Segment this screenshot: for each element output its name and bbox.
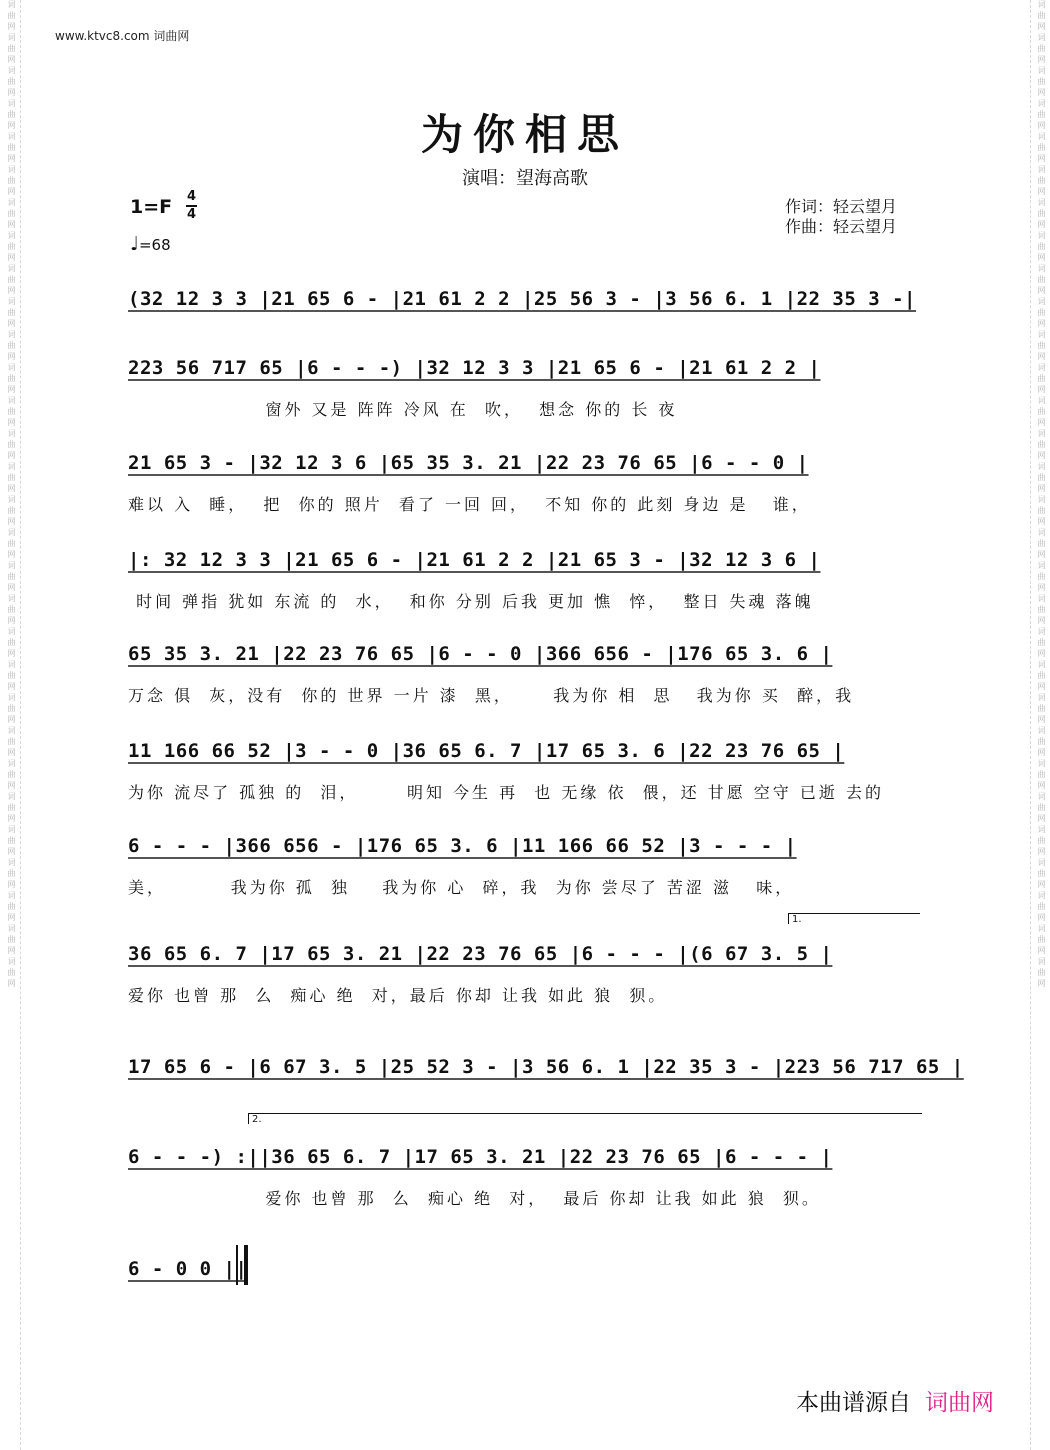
credits bbox=[785, 197, 897, 237]
left-watermark: 词曲网词曲网词曲网词曲网词曲网词曲网词曲网词曲网词曲网词曲网词曲网词曲网词曲网词曲网词曲网词曲网词曲网词曲网词曲网词曲网词曲网词曲网词曲网词曲网词曲网词曲网词曲网词曲网词曲网词曲网 bbox=[7, 0, 16, 990]
tempo-marking bbox=[130, 233, 171, 255]
lyrics-line: 爱你 也曾 那 么 痴心 绝 对， 最后 你却 让我 如此 狼 狈。 bbox=[128, 1189, 821, 1208]
notation-line: 21 65 3 - |32 12 3 6 |65 35 3. 21 |22 23 76 65 |6 - - 0 | bbox=[128, 452, 809, 474]
time-signature bbox=[186, 190, 197, 222]
notation-line: 11 166 66 52 |3 - - 0 |36 65 6. 7 |17 65 3. 6 |22 23 76 65 | bbox=[128, 740, 845, 762]
final-barline bbox=[236, 1245, 248, 1285]
notation-line: 17 65 6 - |6 67 3. 5 |25 52 3 - |3 56 6. 1 |22 35 3 - |223 56 717 65 | bbox=[128, 1056, 964, 1078]
source-credit bbox=[796, 1384, 994, 1417]
lyricist: 作词：轻云望月 bbox=[785, 197, 898, 216]
source-label: 本曲谱源自 bbox=[796, 1390, 911, 1416]
notation-line: 223 56 717 65 |6 - - -) |32 12 3 3 |21 65 6 - |21 61 2 2 | bbox=[128, 357, 821, 379]
performer: 演唱：望海高歌 bbox=[462, 168, 588, 189]
notation-line: |: 32 12 3 3 |21 65 6 - |21 61 2 2 |21 65 3 - |32 12 3 6 | bbox=[128, 549, 821, 571]
tempo-value: =68 bbox=[138, 236, 171, 254]
right-margin-rule bbox=[1030, 0, 1031, 1450]
quarter-note-icon: ♩ bbox=[130, 233, 139, 255]
song-title: 为你相思 bbox=[420, 110, 629, 159]
notation-line: (32 12 3 3 |21 65 6 - |21 61 2 2 |25 56 3 - |3 56 6. 1 |22 35 3 -| bbox=[128, 288, 916, 310]
left-margin-rule bbox=[20, 0, 21, 1450]
source-brand-link[interactable]: 词曲网 bbox=[925, 1390, 994, 1416]
lyrics-line: 爱你 也曾 那 么 痴心 绝 对，最后 你却 让我 如此 狼 狈。 bbox=[128, 986, 668, 1005]
time-signature-bottom: 4 bbox=[186, 207, 197, 222]
lyrics-line: 窗外 又是 阵阵 冷风 在 吹， 想念 你的 长 夜 bbox=[128, 400, 678, 419]
notation-line: 65 35 3. 21 |22 23 76 65 |6 - - 0 |366 656 - |176 65 3. 6 | bbox=[128, 643, 833, 665]
right-watermark: 词曲网词曲网词曲网词曲网词曲网词曲网词曲网词曲网词曲网词曲网词曲网词曲网词曲网词曲网词曲网词曲网词曲网词曲网词曲网词曲网词曲网词曲网词曲网词曲网词曲网词曲网词曲网词曲网词曲网词曲网 bbox=[1037, 0, 1046, 990]
notation-line: 6 - - - |366 656 - |176 65 3. 6 |11 166 66 52 |3 - - - | bbox=[128, 835, 797, 857]
lyrics-line: 为你 流尽了 孤独 的 泪， 明知 今生 再 也 无缘 依 偎，还 甘愿 空守 已逝 去的 bbox=[128, 783, 884, 802]
volta-1: 1. bbox=[788, 913, 920, 924]
composer: 作曲：轻云望月 bbox=[785, 217, 898, 236]
lyrics-line: 时间 弹指 犹如 东流 的 水， 和你 分别 后我 更加 憔 悴， 整日 失魂 落魄 bbox=[128, 592, 814, 611]
lyrics-line: 难以 入 睡， 把 你的 照片 看了 一回 回， 不知 你的 此刻 身边 是 谁， bbox=[128, 495, 811, 514]
site-url[interactable]: www.ktvc8.com 词曲网 bbox=[55, 29, 190, 43]
time-signature-top: 4 bbox=[186, 189, 197, 204]
notation-line: 6 - - -) :||36 65 6. 7 |17 65 3. 21 |22 23 76 65 |6 - - - | bbox=[128, 1146, 833, 1168]
volta-2: 2. bbox=[248, 1113, 922, 1124]
notation-line: 6 - 0 0 || bbox=[128, 1258, 248, 1280]
key-signature: 1=F bbox=[130, 196, 173, 218]
lyrics-line: 万念 俱 灰，没有 你的 世界 一片 漆 黑， 我为你 相 思 我为你 买 醉，我 bbox=[128, 686, 855, 705]
notation-line: 36 65 6. 7 |17 65 3. 21 |22 23 76 65 |6 - - - |(6 67 3. 5 | bbox=[128, 943, 833, 965]
lyrics-line: 美， 我为你 孤 独 我为你 心 碎，我 为你 尝尽了 苦涩 滋 味， bbox=[128, 878, 795, 897]
